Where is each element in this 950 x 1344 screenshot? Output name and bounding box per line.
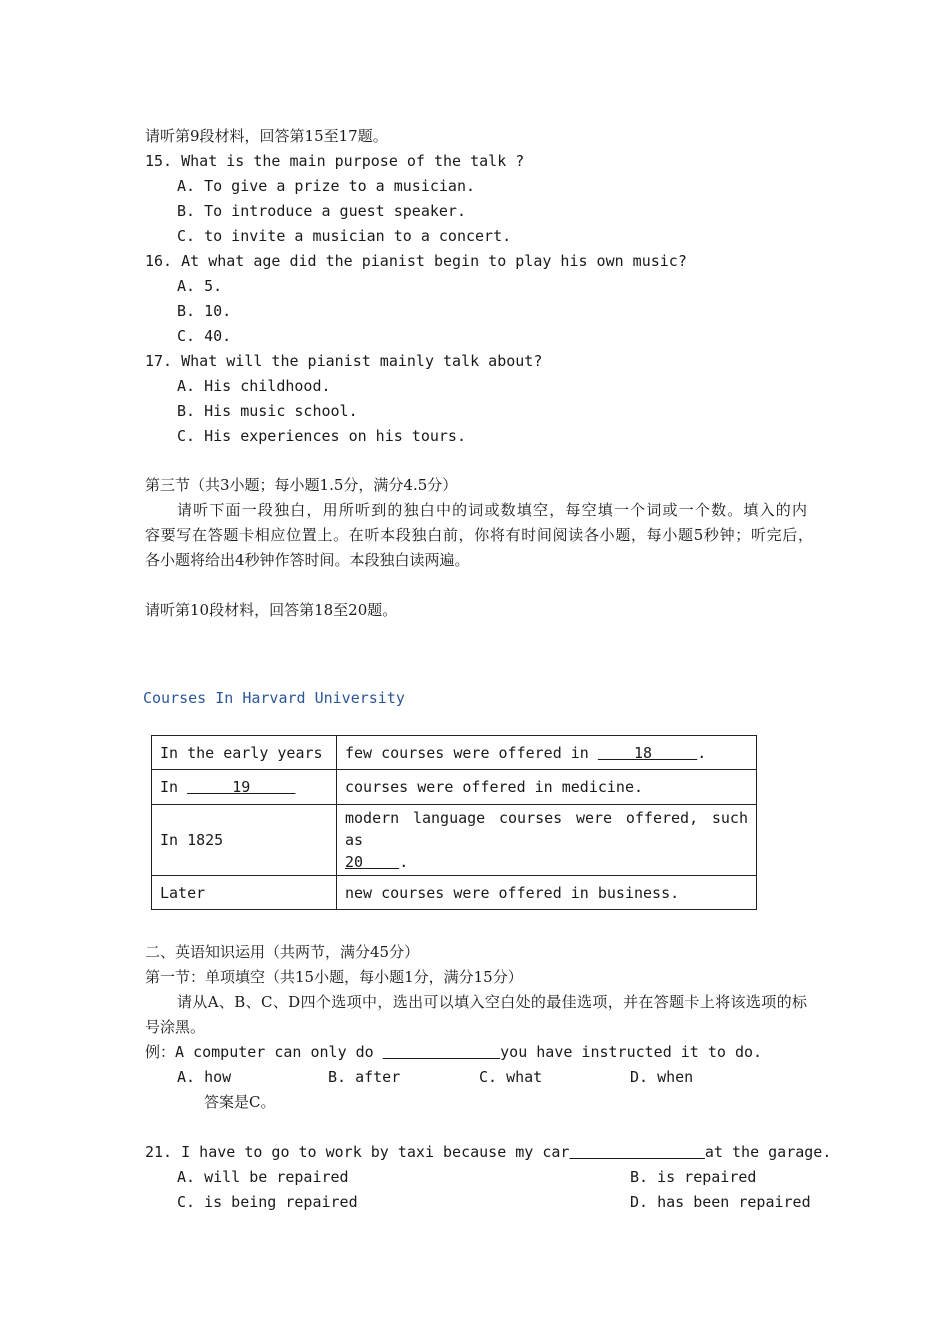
question-15-option-b: B. To introduce a guest speaker. bbox=[177, 202, 466, 220]
question-17-stem: 17. What will the pianist mainly talk about? bbox=[145, 352, 543, 370]
example-stem: 例：A computer can only do you have instructed it to do. bbox=[145, 1043, 763, 1061]
question-21-option-c: C. is being repaired bbox=[177, 1193, 358, 1211]
question-21-option-b: B. is repaired bbox=[630, 1168, 757, 1186]
question-15-stem: 15. What is the main purpose of the talk ? bbox=[145, 152, 525, 170]
answer-blank-19: 19 bbox=[187, 778, 296, 796]
table-cell-period: In 1825 bbox=[152, 805, 337, 876]
part2-section1-heading: 第一节：单项填空（共15小题，每小题1分，满分15分） bbox=[145, 968, 523, 986]
table-cell-period: In the early years bbox=[152, 736, 337, 770]
table-row bbox=[152, 736, 757, 770]
question-16-stem: 16. At what age did the pianist begin to play his own music? bbox=[145, 252, 687, 270]
answer-blank-18: 18 bbox=[597, 743, 698, 762]
question-21-blank bbox=[569, 1143, 704, 1161]
question-17-option-b: B. His music school. bbox=[177, 402, 358, 420]
section3-instruction-line3: 各小题将给出4秒钟作答时间。本段独白读两遍。 bbox=[145, 551, 470, 569]
example-blank bbox=[383, 1043, 500, 1061]
table-row bbox=[152, 770, 757, 805]
part2-heading: 二、英语知识运用（共两节，满分45分） bbox=[145, 943, 420, 961]
table-cell-period: In 19 bbox=[152, 770, 337, 805]
question-15-option-a: A. To give a prize to a musician. bbox=[177, 177, 476, 195]
question-21-stem: 21. I have to go to work by taxi because my car at the garage. bbox=[145, 1143, 832, 1161]
table-row bbox=[152, 805, 757, 876]
part2-instruction-line2: 号涂黑。 bbox=[145, 1018, 206, 1036]
table-cell-period: Later bbox=[152, 876, 337, 910]
listening-intro-9: 请听第9段材料，回答第15至17题。 bbox=[145, 127, 388, 145]
example-option-a: A. how bbox=[177, 1068, 232, 1086]
question-16-option-a: A. 5. bbox=[177, 277, 223, 295]
example-option-c: C. what bbox=[479, 1068, 543, 1086]
table-cell-description: courses were offered in medicine. bbox=[337, 770, 757, 805]
table-row bbox=[152, 876, 757, 910]
question-16-option-b: B. 10. bbox=[177, 302, 232, 320]
question-17-option-a: A. His childhood. bbox=[177, 377, 331, 395]
question-17-option-c: C. His experiences on his tours. bbox=[177, 427, 466, 445]
example-option-b: B. after bbox=[328, 1068, 401, 1086]
section3-heading: 第三节（共3小题；每小题1.5分，满分4.5分） bbox=[145, 476, 458, 494]
question-21-option-d: D. has been repaired bbox=[630, 1193, 811, 1211]
section3-instruction-line1: 请听下面一段独白，用所听到的独白中的词或数填空，每空填一个词或一个数。填入的内 bbox=[177, 501, 807, 519]
section3-instruction-line2: 容要写在答题卡相应位置上。在听本段独白前，你将有时间阅读各小题，每小题5秒钟；听完后， bbox=[145, 526, 813, 544]
answer-blank-20: 20 bbox=[345, 853, 400, 871]
table-cell-description: few courses were offered in 18 . bbox=[337, 736, 757, 770]
part2-instruction-line1: 请从A、B、C、D四个选项中，选出可以填入空白处的最佳选项，并在答题卡上将该选项的标 bbox=[177, 993, 807, 1011]
question-15-option-c: C. to invite a musician to a concert. bbox=[177, 227, 512, 245]
question-21-option-a: A. will be repaired bbox=[177, 1168, 349, 1186]
question-16-option-c: C. 40. bbox=[177, 327, 232, 345]
example-answer: 答案是C。 bbox=[204, 1093, 276, 1111]
courses-table bbox=[151, 735, 757, 910]
listening-intro-10: 请听第10段材料，回答第18至20题。 bbox=[145, 601, 398, 619]
table-cell-description: new courses were offered in business. bbox=[337, 876, 757, 910]
table-title: Courses In Harvard University bbox=[143, 689, 405, 707]
table-cell-description: modern language courses were offered, such as 20 . bbox=[337, 805, 757, 876]
example-option-d: D. when bbox=[630, 1068, 694, 1086]
